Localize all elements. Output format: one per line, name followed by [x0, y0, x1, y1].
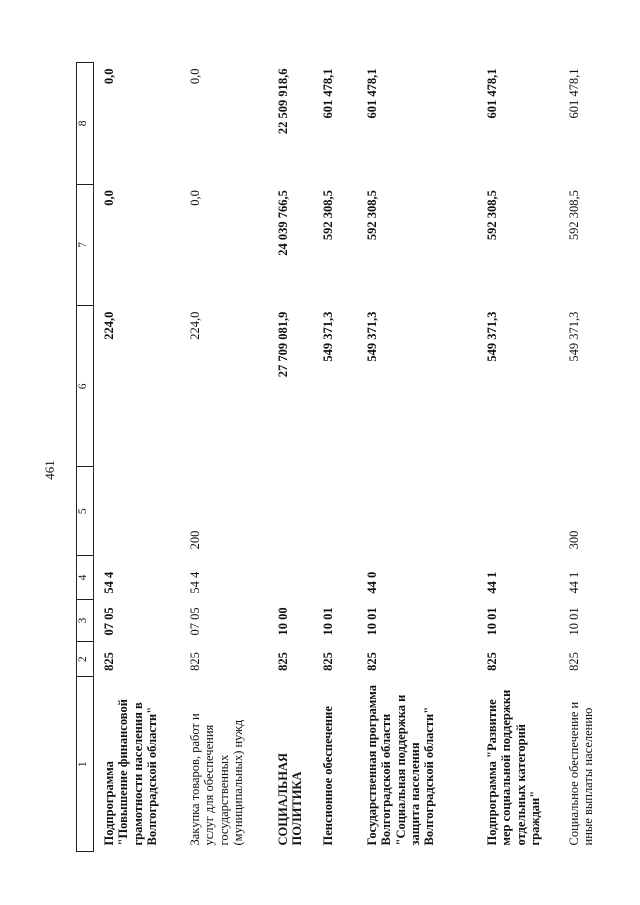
row-section-code: 10 00 — [276, 607, 290, 636]
row-expense-type — [94, 467, 181, 555]
row-name: Закупка товаров, работ и услуг для обеспечения государственных (муниципальных) нужд — [188, 713, 246, 846]
row-ministry-code: 825 — [364, 652, 379, 671]
row-section-code: 10 01 — [364, 607, 379, 636]
table-row — [357, 63, 477, 852]
row-ministry-code: 825 — [484, 652, 499, 671]
column-header-8: 8 — [77, 63, 94, 185]
row-amount-col7: 592 308,5 — [566, 190, 581, 241]
row-amount-col7: 0,0 — [188, 190, 202, 206]
table-row — [313, 63, 357, 852]
row-name: Подпрограмма "Повышение финансовой грамотности населения в Волгоградской области" — [102, 699, 160, 846]
table-row — [559, 63, 605, 852]
page-number: 461 — [42, 460, 57, 480]
row-amount-col7: 592 308,5 — [484, 190, 499, 241]
row-expense-type: 300 — [566, 530, 581, 550]
row-section-code: 10 01 — [484, 607, 499, 636]
row-amount-col7: 0,0 — [102, 190, 116, 206]
row-ministry-code: 825 — [566, 652, 581, 671]
table-row — [94, 63, 181, 852]
column-header-1: 1 — [77, 677, 94, 852]
row-target-article: 54 4 — [102, 571, 116, 594]
row-ministry-code: 825 — [102, 652, 116, 671]
column-header-6: 6 — [77, 306, 94, 467]
row-expense-type — [313, 467, 357, 555]
row-amount-col6: 27 709 081,9 — [276, 311, 290, 378]
row-amount-col6: 549 371,3 — [364, 311, 379, 362]
row-section-code: 10 01 — [320, 607, 335, 636]
row-name: Подпрограмма "Развитие мер социальной поддержки отдельных категорий граждан" — [484, 689, 542, 846]
column-number-header-row — [77, 63, 94, 852]
table-row — [180, 63, 268, 852]
row-expense-type — [477, 467, 559, 555]
row-target-article — [313, 555, 357, 599]
row-amount-col7: 24 039 766,5 — [276, 190, 290, 256]
row-amount-col7: 592 308,5 — [364, 190, 379, 241]
table-row — [477, 63, 559, 852]
row-amount-col8: 601 478,1 — [566, 68, 581, 119]
row-section-code: 07 05 — [102, 607, 116, 636]
column-header-7: 7 — [77, 184, 94, 306]
row-section-code: 07 05 — [188, 607, 202, 636]
budget-table-rotated-frame — [76, 62, 616, 852]
row-name: Социальное обеспечение и иные выплаты населению — [566, 701, 596, 846]
row-amount-col6: 224,0 — [188, 311, 202, 340]
row-target-article: 44 0 — [364, 571, 379, 594]
row-amount-col6: 549 371,3 — [320, 311, 335, 362]
row-amount-col8: 601 478,1 — [320, 68, 335, 119]
row-amount-col8: 0,0 — [102, 68, 116, 85]
row-name: СОЦИАЛЬНАЯ ПОЛИТИКА — [276, 752, 305, 846]
row-amount-col6: 549 371,3 — [484, 311, 499, 362]
row-target-article: 54 4 — [188, 571, 202, 594]
column-header-3: 3 — [77, 600, 94, 642]
row-ministry-code: 825 — [276, 652, 290, 671]
row-ministry-code: 825 — [188, 652, 202, 671]
row-section-code: 10 01 — [566, 607, 581, 636]
row-amount-col6: 224,0 — [102, 311, 116, 340]
row-amount-col8: 0,0 — [188, 68, 202, 85]
row-amount-col8: 601 478,1 — [484, 68, 499, 119]
row-name: Государственная программа Волгоградской области "Социальная поддержка и защита населения Волгоградской области" — [364, 685, 437, 846]
row-name: Пенсионное обеспечение — [320, 706, 335, 846]
row-expense-type — [357, 467, 477, 555]
table-body — [94, 63, 605, 852]
row-amount-col6: 549 371,3 — [566, 311, 581, 362]
row-amount-col7: 592 308,5 — [320, 190, 335, 241]
row-target-article: 44 1 — [566, 571, 581, 594]
row-expense-type — [268, 467, 313, 555]
column-header-2: 2 — [77, 642, 94, 677]
budget-table — [76, 62, 605, 852]
row-ministry-code: 825 — [320, 652, 335, 671]
row-amount-col8: 601 478,1 — [364, 68, 379, 119]
row-amount-col8: 22 509 918,6 — [276, 68, 290, 135]
row-target-article — [268, 555, 313, 599]
column-header-4: 4 — [77, 555, 94, 599]
row-target-article: 44 1 — [484, 571, 499, 594]
row-expense-type: 200 — [188, 530, 202, 550]
column-header-5: 5 — [77, 467, 94, 555]
table-row — [268, 63, 313, 852]
